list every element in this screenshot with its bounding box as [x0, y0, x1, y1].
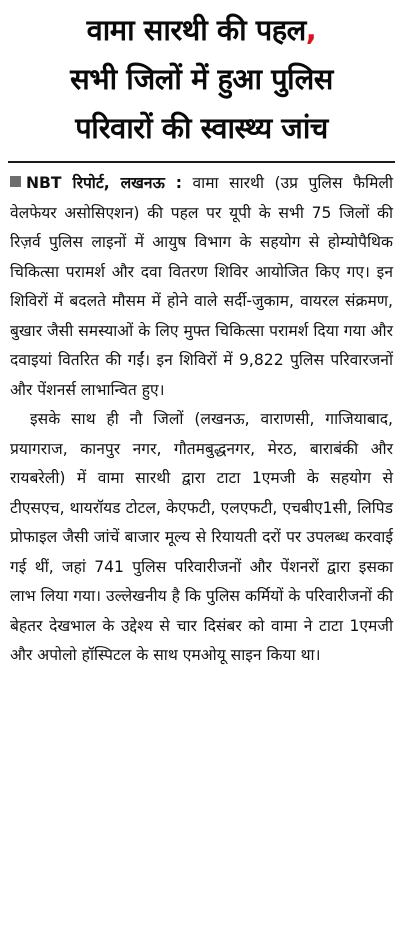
headline-line-1	[8, 6, 395, 55]
paragraph-1-text: वामा सारथी (उप्र पुलिस फैमिली वेलफेयर असोसिएशन) की पहल पर यूपी के सभी 75 जिलों की रिज़र्व पुलिस लाइनों में आयुष विभाग के सहयोग से होम्योपैथिक चिकित्सा परामर्श और दवा वितरण शिविर आयोजित किए गए। इन शिविरों में बदलते मौसम में होने वाले सर्दी-जुकाम, वायरल संक्रमण, बुखार जैसी समस्याओं के लिए मुफ्त चिकित्सा परामर्श दिया गया और दवाइयां वितरित की गईं। इन शिविरों में 9,822 पुलिस परिवारजनों और पेंशनर्स लाभान्वित हुए।	[10, 174, 394, 399]
article-body	[0, 163, 403, 671]
headline	[0, 0, 403, 153]
headline-line-3: परिवारों की स्वास्थ्य जांच	[75, 111, 328, 145]
article-paragraph-1	[10, 169, 393, 405]
bullet-square-icon	[10, 176, 21, 187]
article-paragraph-2	[10, 405, 393, 671]
headline-comma: ,	[305, 13, 317, 47]
dateline: NBT रिपोर्ट, लखनऊ :	[26, 174, 183, 192]
headline-line-2: सभी जिलों में हुआ पुलिस	[70, 62, 333, 96]
paragraph-2-text: इसके साथ ही नौ जिलों (लखनऊ, वाराणसी, गाजियाबाद, प्रयागराज, कानपुर नगर, गौतमबुद्धनगर, मेरठ, बाराबंकी और रायबरेली) में वामा सारथी द्वारा टाटा 1एमजी के सहयोग से टीएसएच, थायरॉयड टोटल, केएफटी, एलएफटी, एचबीए1सी, लिपिड प्रोफाइल जैसी जांचें बाजार मूल्य से रियायती दरों पर उपलब्ध करवाई गई थीं, जहां 741 पुलिस परिवारीजनों और पेंशनरों द्वारा इसका लाभ लिया गया। उल्लेखनीय है कि पुलिस कर्मियों के परिवारीजनों की बेहतर देखभाल के उद्देश्य से चार दिसंबर को वामा ने टाटा 1एमजी और अपोलो हॉस्पिटल के साथ एमओयू साइन किया था।	[10, 410, 393, 664]
headline-line-1-text: वामा सारथी की पहल	[86, 13, 306, 47]
